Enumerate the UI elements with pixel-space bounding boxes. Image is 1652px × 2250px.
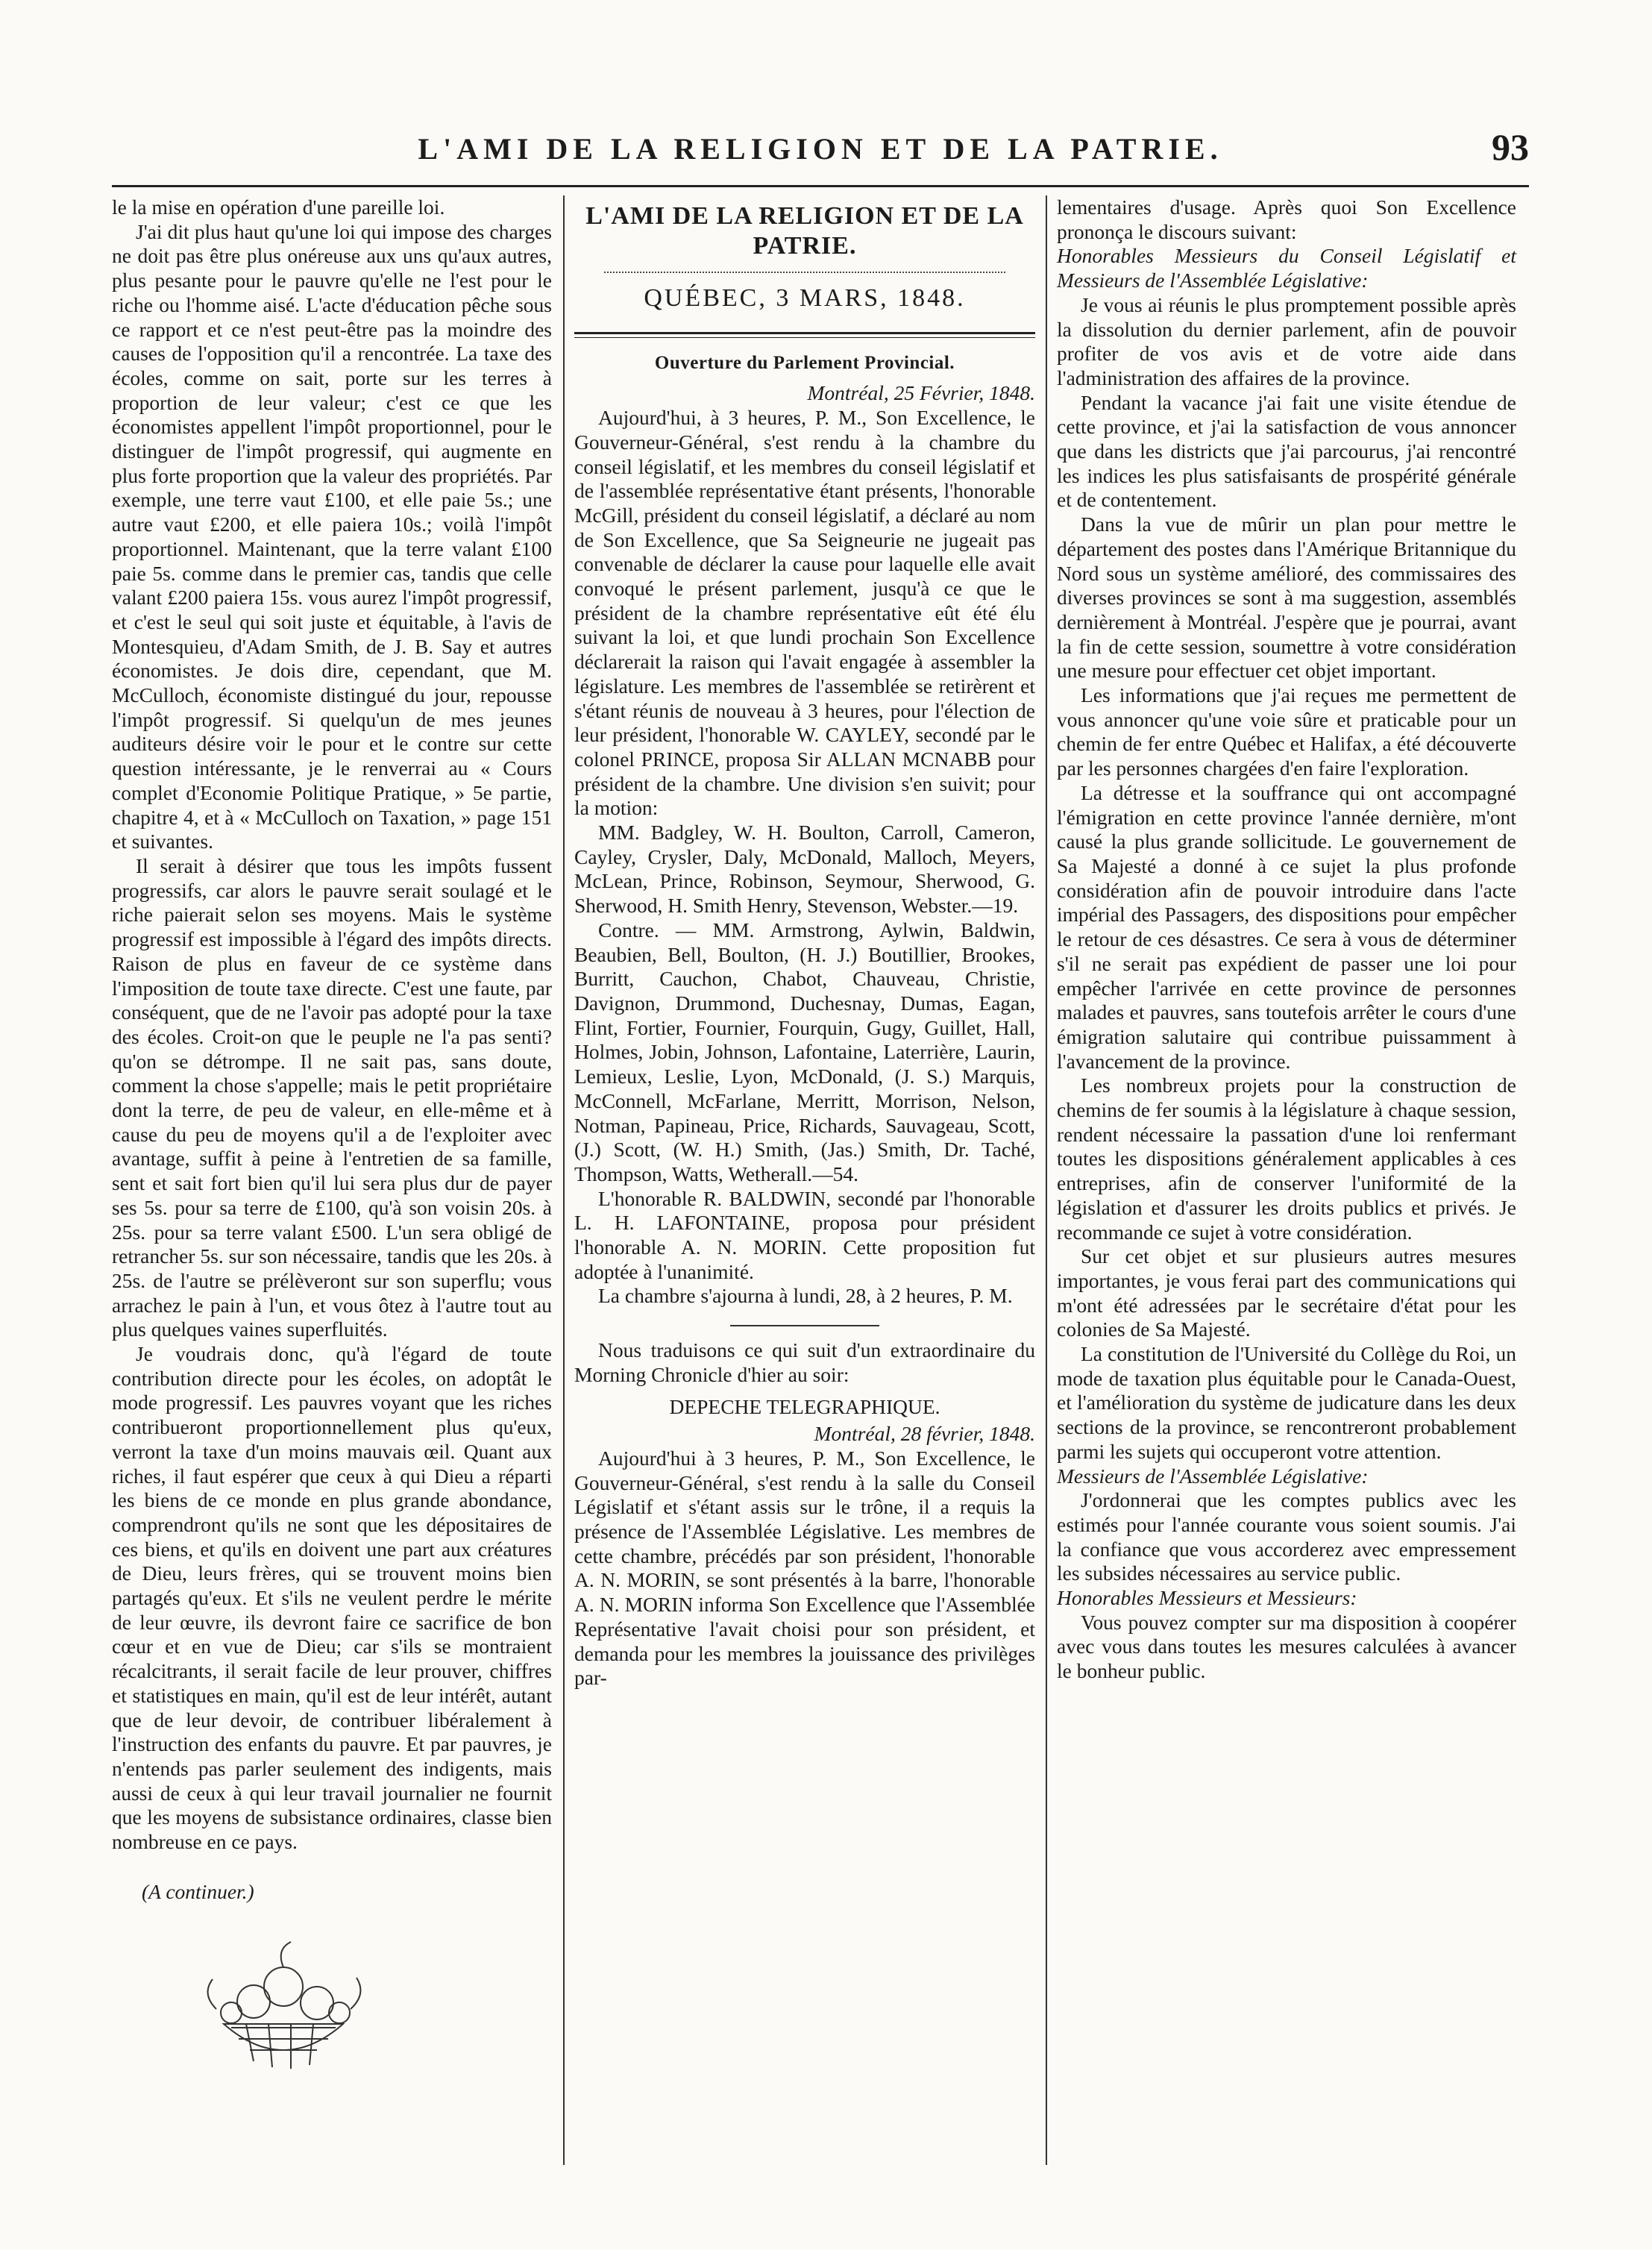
continue-note: (A continuer.) [142,1879,254,1903]
paragraph: Vous pouvez compter sur ma disposition à coopérer avec vous dans toutes les mesures calculées à avancer le bonheur public. [1057,1610,1516,1683]
address-heading: Honorables Messieurs du Conseil Législatif et Messieurs de l'Assemblée Législative: [1057,244,1516,292]
double-rule [574,332,1035,338]
paragraph: Nous traduisons ce qui suit d'un extraordinaire du Morning Chronicle d'hier au soir: [574,1338,1035,1386]
paragraph: lementaires d'usage. Après quoi Son Excellence prononça le discours suivant: [1057,195,1516,243]
paragraph: MM. Badgley, W. H. Boulton, Carroll, Cameron, Cayley, Crysler, Daly, McDonald, Malloch, Meyers, McLean, Prince, Robinson, Seymour, Sherwood, G. Sherwood, H. Smith Henry, Stevenson, Webster.—19. [574,821,1035,918]
column-3 [1057,195,1516,1684]
paragraph: Je vous ai réunis le plus promptement possible après la dissolution du dernier parlement, afin de pouvoir profiter de vos avis et de votre aide dans l'administration des affaires de la province. [1057,292,1516,389]
paragraph: Contre. — MM. Armstrong, Aylwin, Baldwin, Beaubien, Bell, Boulton, (H. J.) Boutillier, Brookes, Burritt, Cauchon, Chabot, Chauveau, Christie, Davignon, Drummond, Duchesnay, Dumas, Eagan, Flint, Fortier, Fournier, Fourquin, Gugy, Guillet, Hall, Holmes, Jobin, Johnson, Lafontaine, Laterrière, Laurin, Lemieux, Leslie, Lyon, McDonald, (J. S.) Marquis, McConnell, McFarlane, Merritt, Morrison, Nelson, Notman, Papineau, Price, Richards, Sauvageau, Scott, (J.) Scott, (W. H.) Smith, (Jas.) Smith, Dr. Taché, Thompson, Watts, Wetherall.—54. [574,918,1035,1185]
paragraph: Les nombreux projets pour la construction de chemins de fer soumis à la législature à chaque session, rendent nécessaire la passation d'une loi renfermant toutes les dispositions généralement applicables à ces entreprises, afin de conserver l'uniformité de la législation et d'assurer les droits publics et privés. Je recommande ce sujet à votre considération. [1057,1074,1516,1244]
page-header [112,125,1529,170]
paragraph: Je voudrais donc, qu'à l'égard de toute contribution directe pour les écoles, on adoptât le mode progressif. Les pauvres voyant que les riches contribueront proportionnellement plus qu'eux, verront la taxe d'un moins mauvais œil. Quant aux riches, il faut espérer que ceux à qui Dieu a réparti les biens de ce monde en plus grande abondance, comprendront qu'ils ne sont que les dépositaires de ces biens, et qu'ils en doivent une part aux créatures de Dieu, leurs frères, qui se trouvent moins bien partagés qu'eux. Et s'ils ne veulent perdre le mérite de leur œuvre, ils devront faire ce sacrifice de bon cœur et en vue de Dieu; car s'ils se montraient récalcitrants, il serait facile de leur prouver, chiffres et statistiques en main, qu'il est de leur intérêt, autant que de leur devoir, de contribuer libéralement à l'instruction des enfants du pauvre. Et par pauvres, je n'entends pas parler seulement des indigents, mais aussi de ceux à qui leur travail journalier ne fournit que les moyens de subsistance ordinaires, classe bien nombreuse en ce pays. [112,1342,552,1854]
paragraph: J'ai dit plus haut qu'une loi qui impose des charges ne doit pas être plus onéreuse aux uns qu'aux autres, plus pesante pour le pauvre qu'elle ne l'est pour le riche ou l'homme aisé. L'acte d'éducation pêche sous ce rapport et ce n'est peut-être pas la moindre des causes de l'opposition qu'il a rencontrée. La taxe des écoles, comme on sait, porte sur les terres à proportion de leur valeur; c'est ce que les économistes appellent l'impôt proportionnel, pour le distinguer de l'impôt progressif, qui augmente en plus forte proportion que la valeur des propriétés. Par exemple, une terre vaut £100, et elle paie 5s.; une autre vaut £200, et elle paiera 10s.; voilà l'impôt proportionnel. Maintenant, que la terre valant £100 paie 5s. comme dans le premier cas, tandis que celle valant £200 paiera 15s. vous aurez l'impôt progressif, et c'est le seul qui soit juste et équitable, à l'avis de Montesquieu, d'Adam Smith, de J. B. Say et autres économistes. Je dois dire, cependant, que M. McCulloch, économiste distingué du jour, repousse l'impôt progressif. Si quelqu'un de mes jeunes auditeurs désire voir le pour et le contre sur cette question intéressante, je le renverrai au « Cours complet d'Economie Politique Pratique, » 5e partie, chapitre 4, et à « McCulloch on Taxation, » page 151 et suivantes. [112,219,552,853]
paragraph: La constitution de l'Université du Collège du Roi, un mode de taxation plus équitable pour le Canada-Ouest, et l'amélioration du système de judicature dans les deux sections de la province, se rencontreront probablement parmi les sujets qui occuperont votre attention. [1057,1342,1516,1463]
section-title: Ouverture du Parlement Provincial. [654,352,955,373]
paragraph: L'honorable R. BALDWIN, secondé par l'honorable L. H. LAFONTAINE, proposa pour président l'honorable A. N. MORIN. Cette proposition fut adoptée à l'unanimité. [574,1186,1035,1283]
address-heading: Honorables Messieurs et Messieurs: [1057,1586,1357,1610]
paragraph: Sur cet objet et sur plusieurs autres mesures importantes, je vous ferai part des communications qui m'ont été adressées par le secrétaire d'état pour les colonies de Sa Majesté. [1057,1244,1516,1341]
paragraph: Pendant la vacance j'ai fait une visite étendue de cette province, et j'ai la satisfaction de vous annoncer que dans les districts que j'ai parcourus, j'ai rencontré les indices les plus satisfaisants de prospérité générale et de contentement. [1057,390,1516,512]
paragraph: Dans la vue de mûrir un plan pour mettre le département des postes dans l'Amérique Britannique du Nord sous un système amélioré, des commissaires des diverses provinces se sont à ma suggestion, assemblés dernièrement à Montréal. J'espère que je pourrai, avant la fin de cette session, soumettre à votre considération une mesure pour effectuer cet objet important. [1057,513,1516,683]
running-title: L'AMI DE LA RELIGION ET DE LA PATRIE. [418,132,1223,166]
place-date: Montréal, 28 février, 1848. [814,1422,1035,1446]
page-number: 93 [1492,126,1529,168]
flower-basket-ornament [172,1934,395,2084]
masthead: L'AMI DE LA RELIGION ET DE LA PATRIE. [585,202,1024,260]
dateline: QUÉBEC, 3 MARS, 1848. [644,284,966,312]
paragraph: le la mise en opération d'une pareille loi. [112,195,445,219]
header-rule [112,185,1529,187]
column-divider [563,195,565,2165]
paragraph: La chambre s'ajourna à lundi, 28, à 2 heures, P. M. [598,1284,1013,1308]
column-1 [112,195,552,2089]
place-date: Montréal, 25 Février, 1848. [807,381,1035,405]
separator-rule [730,1325,879,1326]
paragraph: Aujourd'hui, à 3 heures, P. M., Son Excellence, le Gouverneur-Général, s'est rendu à la chambre du conseil législatif, et les membres du conseil législatif et de l'assemblée représentative étant présents, l'honorable McGill, président du conseil législatif, a déclaré au nom de Son Excellence, que Sa Seigneurie ne jugeait pas convenable de déclarer la cause pour laquelle elle avait convoqué le présent parlement, jusqu'à ce que le président de la chambre représentative eût été élu suivant la loi, et que lundi prochain Son Excellence déclarerait la raison qui l'avait engagée à assembler la législature. Les membres de l'assemblée se retirèrent et s'étant réunis de nouveau à 3 heures, pour l'élection de leur président, l'honorable W. CAYLEY, secondé par le colonel PRINCE, proposa Sir ALLAN MCNABB pour président de la chambre. Une division s'en suivit; pour la motion: [574,406,1035,820]
paragraph: Les informations que j'ai reçues me permettent de vous annoncer qu'une voie sûre et praticable pour un chemin de fer entre Québec et Halifax, a été découverte par les personnes chargées d'en faire l'exploration. [1057,683,1516,780]
column-2 [574,195,1035,1690]
paragraph: La détresse et la souffrance qui ont accompagné l'émigration en cette province l'année dernière, m'ont causé la plus grande sollicitude. Le gouvernement de Sa Majesté a donné à ce sujet la plus profonde considération afin de pouvoir introduire dans l'acte impérial des Passagers, des dispositions pour empêcher le retour de ces désastres. Ce sera à vous de déterminer s'il ne serait pas expédient de passer une loi pour empêcher l'arrivée en cette province de personnes malades et pauvres, sans toutefois arrêter le cours d'une émigration salutaire qui contribue puissamment à l'avancement de la province. [1057,780,1516,1073]
address-heading: Messieurs de l'Assemblée Législative: [1057,1464,1369,1488]
column-divider [1046,195,1047,2165]
ornamental-rule [604,266,1005,273]
paragraph: Aujourd'hui à 3 heures, P. M., Son Excellence, le Gouverneur-Général, s'est rendu à la salle du Conseil Législatif et s'étant assis sur le trône, il a requis la présence de l'Assemblée Législative. Les membres de cette chambre, précédés par son président, l'honorable A. N. MORIN, se sont présentés à la barre, l'honorable A. N. MORIN informa Son Excellence que l'Assemblée Représentative l'avait choisi pour son président, et demanda pour les membres la jouissance des privilèges par- [574,1446,1035,1690]
paragraph: J'ordonnerai que les comptes publics avec les estimés pour l'année courante vous soient soumis. J'ai la confiance que vous accorderez avec empressement les subsides nécessaires au service public. [1057,1488,1516,1585]
paragraph: Il serait à désirer que tous les impôts fussent progressifs, car alors le pauvre serait soulagé et le riche paierait selon ses moyens. Mais le système progressif est impossible à l'égard des impôts directs. Raison de plus en faveur de ce système dans l'imposition de toute taxe directe. C'est une faute, par conséquent, que de ne l'avoir pas adopté pour la taxe des écoles. Croit-on que le peuple ne l'a pas senti? qu'on se détrompe. Il ne sait pas, sans doute, comment la chose s'appelle; mais le petit propriétaire dont la terre, de peu de valeur, en elle-même et à cause du peu de moyens qu'il a de l'exploiter avec avantage, suffit à peine à l'entretien de sa famille, sent et sait fort bien qu'il lui sera plus dur de payer ses 5s. pour sa terre de £100, qu'à son voisin 20s. à 25s. pour sa terre valant £500. L'un sera obligé de retrancher 5s. sur son nécessaire, tandis que les 20s. à 25s. de l'autre se prélèveront sur son superflu; vous arrachez le pain à l'un, et vous ôtez à l'autre tout au plus quelques vaines superfluités. [112,853,552,1341]
subhead: DEPECHE TELEGRAPHIQUE. [669,1394,940,1418]
